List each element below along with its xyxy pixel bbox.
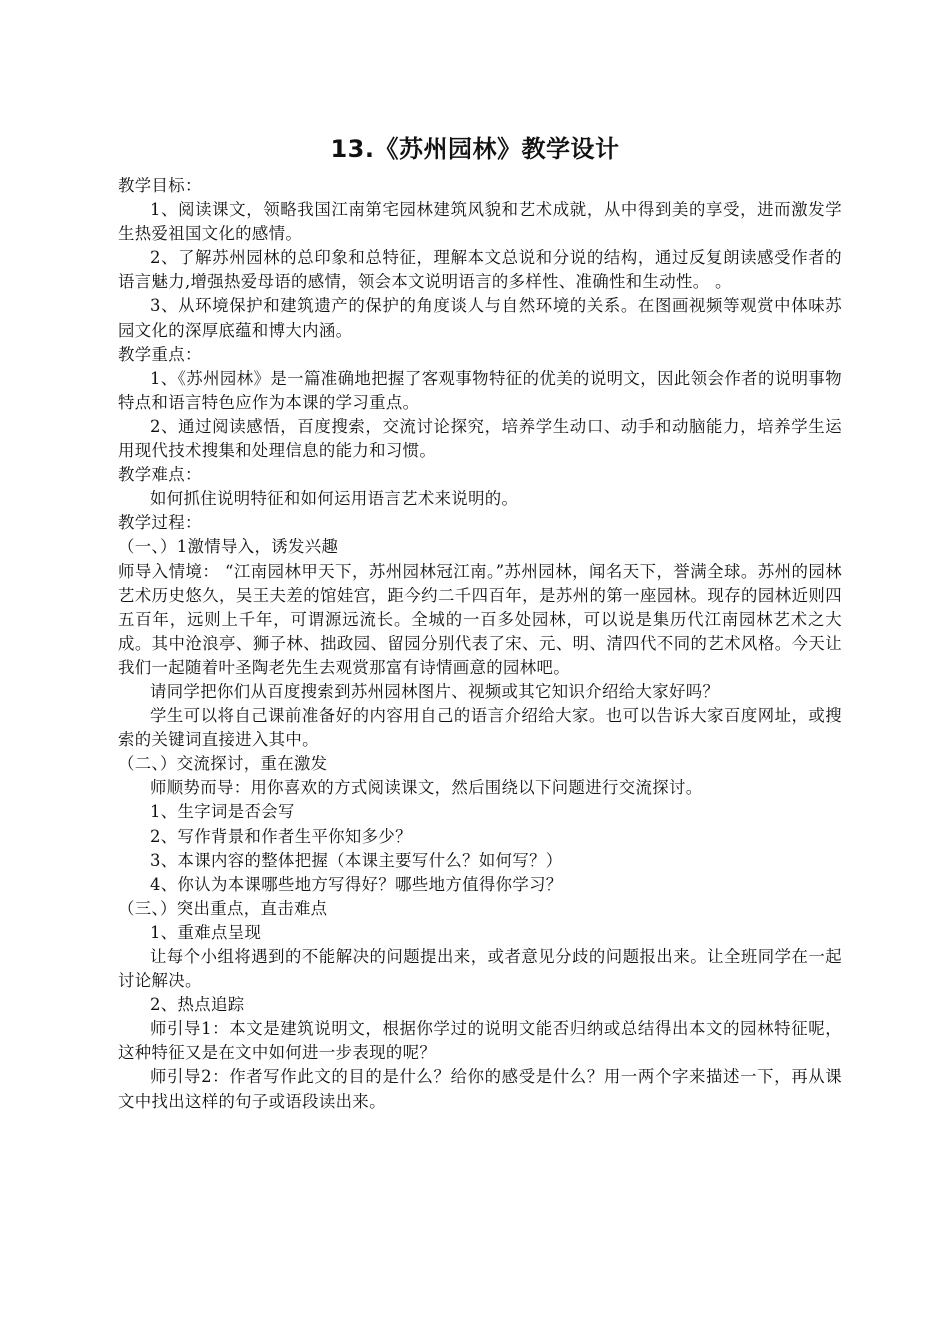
section-heading: 教学目标： xyxy=(118,176,202,195)
section-heading: 教学过程： xyxy=(118,513,202,533)
body-paragraph: 如何抓住说明特征和如何运用语言艺术来说明的。 xyxy=(150,489,519,509)
body-paragraph: 3、本课内容的整体把握（本课主要写什么？如何写？） xyxy=(150,850,563,870)
body-paragraph: 2、写作背景和作者生平你知多少？ xyxy=(150,826,412,846)
section-heading: （三、）突出重点，直击难点 xyxy=(118,898,328,918)
body-paragraph: 学生可以将自己课前准备好的内容用自己的语言介绍给大家。也可以告诉大家百度网址，或搜索的关键词直接进入其中。 xyxy=(118,706,842,750)
section-heading: （二、）交流探讨，重在激发 xyxy=(118,754,328,774)
body-paragraph: 1、生字词是否会写 xyxy=(150,802,295,822)
body-paragraph: 1、阅读课文，领略我国江南第宅园林建筑风貌和艺术成就，从中得到美的享受，进而激发学生热爱祖国文化的感情。 xyxy=(118,200,842,244)
body-paragraph: 1、《苏州园林》是一篇准确地把握了客观事物特征的优美的说明文，因此领会作者的说明事物特点和语言特色应作为本课的学习重点。 xyxy=(118,368,842,412)
section-heading: 师导入情境： “江南园林甲天下，苏州园林冠江南。”苏州园林，闻名天下，誉满全球。苏州的园林艺术历史悠久，吴王夫差的馆娃宫，距今约二千四百年，是苏州的第一座园林。现存的园林近则四五百年，远则上千年，可谓源远流长。全城的一百多处园林，可以说是集历代江南园林艺术之大成。其中沧浪亭、狮子林、拙政园、留园分别代表了宋、元、明、清四代不同的艺术风格。今天让我们一起随着叶圣陶老先生去观赏那富有诗情画意的园林吧。 xyxy=(118,561,842,677)
section-heading: 教学重点： xyxy=(118,344,202,364)
body-paragraph: 让每个小组将遇到的不能解决的问题提出来，或者意见分歧的问题报出来。让全班同学在一起讨论解决。 xyxy=(118,947,842,991)
body-paragraph: 4、你认为本课哪些地方写得好？哪些地方值得你学习？ xyxy=(150,874,563,894)
body-paragraph: 2、通过阅读感悟，百度搜索，交流讨论探究，培养学生动口、动手和动脑能力，培养学生运用现代技术搜集和处理信息的能力和习惯。 xyxy=(118,416,842,461)
section-heading: （一、）1激情导入，诱发兴趣 xyxy=(118,537,339,557)
document-title: 13.《苏州园林》教学设计 xyxy=(330,135,620,163)
body-paragraph: 请同学把你们从百度搜索到苏州园林图片、视频或其它知识介绍给大家好吗？ xyxy=(150,681,720,701)
body-paragraph: 师引导1：本文是建筑说明文，根据你学过的说明文能否归纳或总结得出本文的园林特征呢，这种特征又是在文中如何进一步表现的呢？ xyxy=(118,1019,842,1063)
section-heading: 教学难点： xyxy=(118,465,202,485)
body-paragraph: 师引导2：作者写作此文的目的是什么？给你的感受是什么？用一两个字来描述一下，再从课文中找出这样的句子或语段读出来。 xyxy=(118,1067,842,1111)
body-paragraph: 1、重难点呈现 xyxy=(150,922,262,942)
body-paragraph: 师顺势而导：用你喜欢的方式阅读课文，然后围绕以下问题进行交流探讨。 xyxy=(150,778,703,798)
body-paragraph: 3、从环境保护和建筑遗产的保护的角度谈人与自然环境的关系。在图画视频等观赏中体味苏园文化的深厚底蕴和博大内涵。 xyxy=(118,296,842,340)
body-paragraph: 2、了解苏州园林的总印象和总特征，理解本文总说和分说的结构，通过反复朗读感受作者的语言魅力,增强热爱母语的感情，领会本文说明语言的多样性、准确性和生动性。 。 xyxy=(118,248,842,292)
body-paragraph: 2、热点追踪 xyxy=(150,995,245,1015)
document-body xyxy=(118,174,842,1114)
